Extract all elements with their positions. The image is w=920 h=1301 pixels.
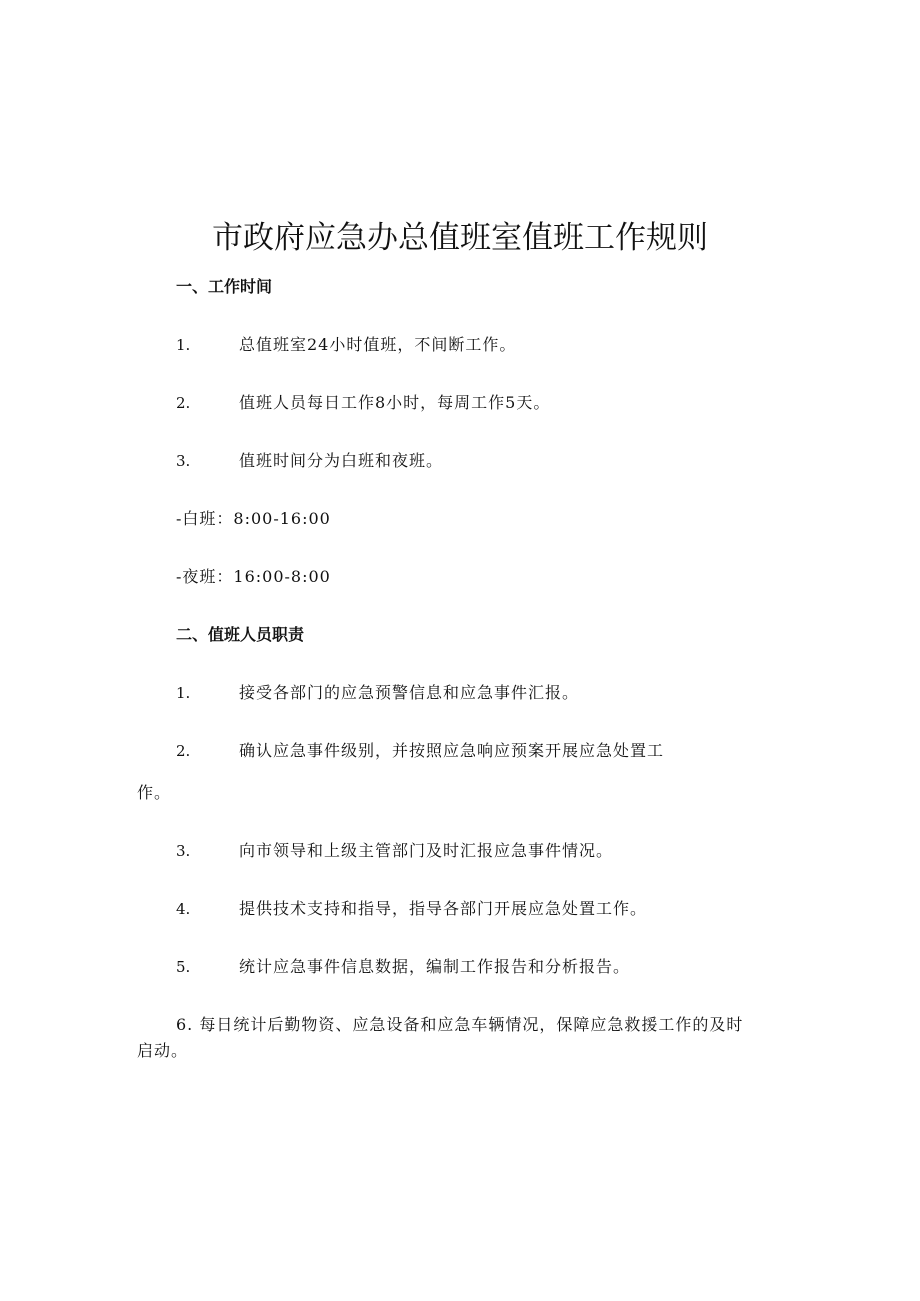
list-item-text: 向市领导和上级主管部门及时汇报应急事件情况。: [239, 841, 614, 860]
list-item-text: 值班人员每日工作8小时，每周工作5天。: [239, 393, 551, 412]
shift-night: -夜班：16:00-8:00: [176, 567, 331, 586]
list-item-number: 4.: [176, 900, 191, 918]
shift-day: -白班：8:00-16:00: [176, 509, 331, 528]
list-item-number: 3.: [176, 452, 191, 470]
section-heading-work-time: 一、工作时间: [176, 277, 273, 296]
list-item-number: 2.: [176, 742, 191, 760]
document-title: 市政府应急办总值班室值班工作规则: [212, 220, 708, 256]
list-item-6-continuation: 启动。: [137, 1041, 189, 1060]
list-item-number: 2.: [176, 394, 191, 412]
list-item-number: 3.: [176, 842, 191, 860]
list-item-text: 确认应急事件级别，并按照应急响应预案开展应急处置工: [239, 741, 665, 760]
list-item-text: 接受各部门的应急预警信息和应急事件汇报。: [239, 683, 580, 702]
list-item-text: 提供技术支持和指导，指导各部门开展应急处置工作。: [239, 899, 648, 918]
section-heading-duties: 二、值班人员职责: [176, 625, 305, 644]
list-item-number: 5.: [176, 958, 191, 976]
list-item-continuation: 作。: [137, 783, 172, 802]
list-item-text: 统计应急事件信息数据，编制工作报告和分析报告。: [239, 957, 631, 976]
list-item-number: 1.: [176, 336, 191, 354]
list-item-text: 值班时间分为白班和夜班。: [239, 451, 444, 470]
list-item-number: 1.: [176, 684, 191, 702]
list-item-text: 总值班室24小时值班，不间断工作。: [239, 335, 517, 354]
list-item-6-text: 6. 每日统计后勤物资、应急设备和应急车辆情况，保障应急救援工作的及时: [176, 1015, 744, 1034]
